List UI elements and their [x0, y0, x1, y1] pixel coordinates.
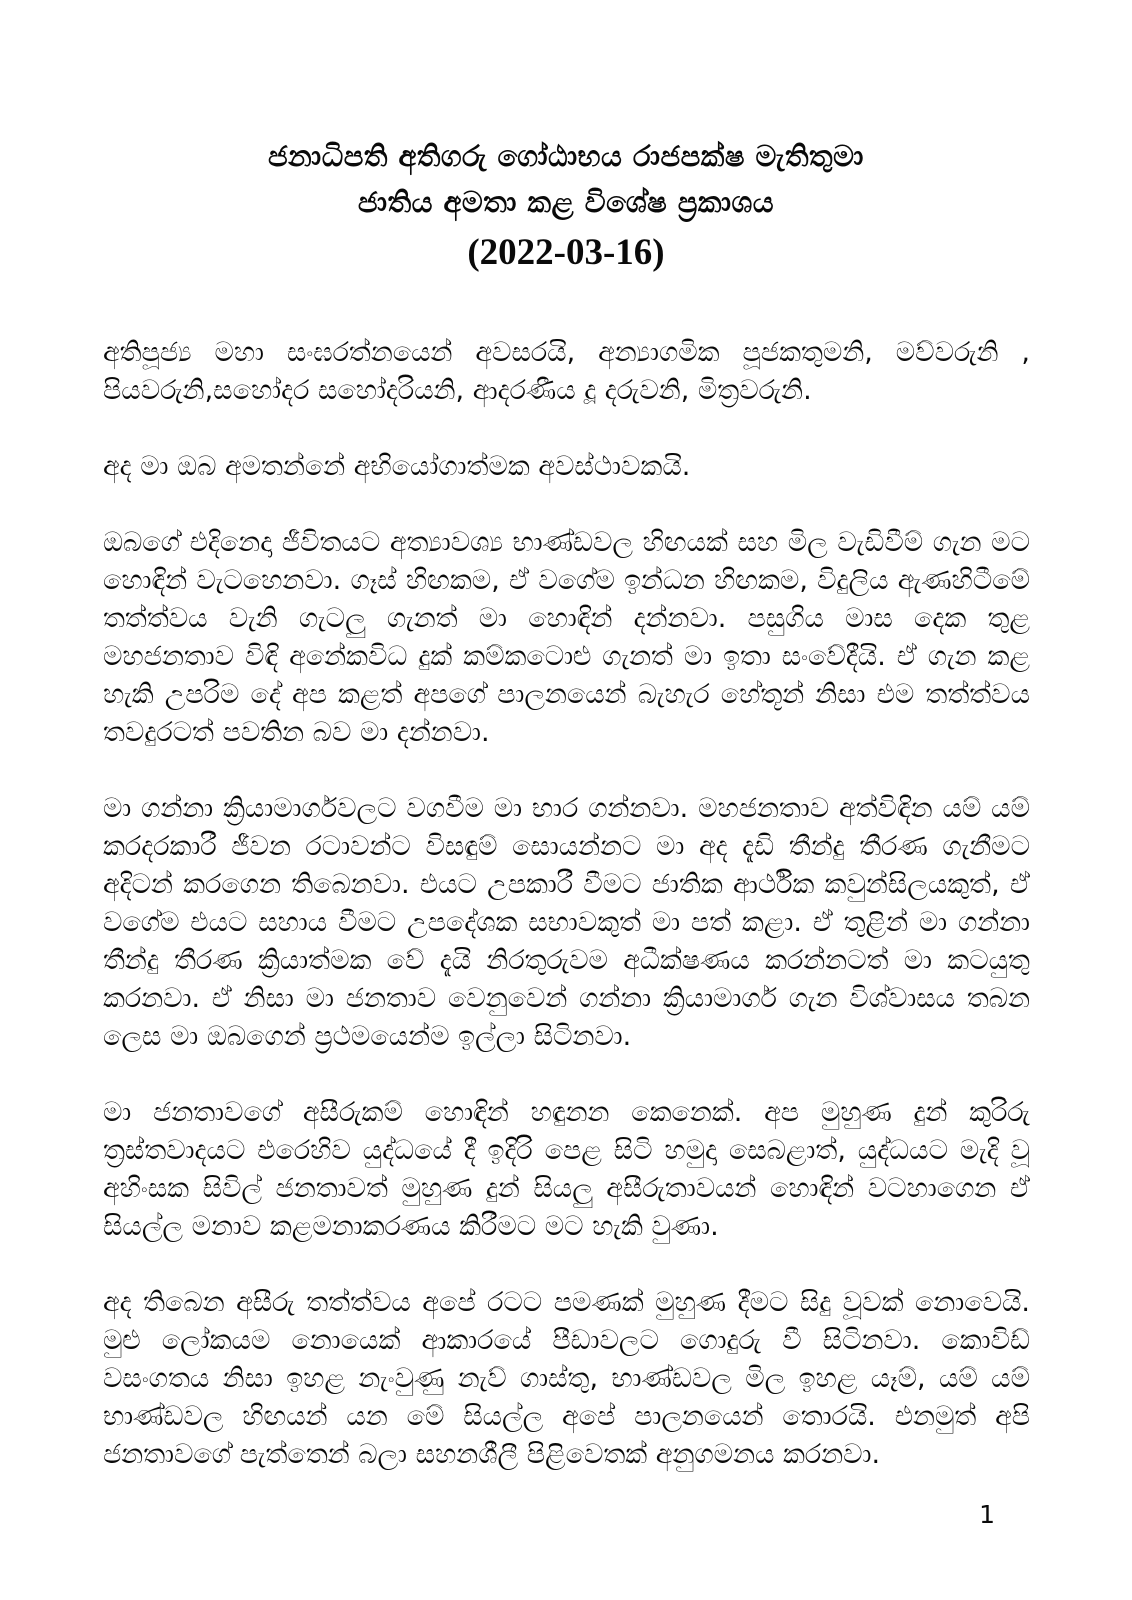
document-body	[103, 334, 1030, 1474]
title-line-1: ජනාධිපති අතිගරු ගෝඨාභය රාජපක්ෂ මැතිතුමා	[268, 139, 864, 173]
document-title	[0, 133, 1132, 225]
document-header	[0, 0, 1132, 279]
paragraph-intro: අද මා ඔබ අමතන්නේ අභියෝගාත්මක අවස්ථාවකයි.	[103, 451, 691, 482]
document-date: (2022-03-16)	[467, 232, 665, 273]
paragraph-global-situation: අද තිබෙන අසීරු තත්ත්වය අපේ රටට පමණක් මුහුණ දීමට සිදු වූවක් නොවෙයි. මුළු ලෝකයම නොයෙක් ආකාරයේ පීඩාවලට ගොදුරු වී සිටිනවා. කොවිඩ් වසංගතය නිසා ඉහළ නැංවුණු නැව් ගාස්තු, භාණ්ඩවල මිල ඉහළ යෑම්, යම් යම් භාණ්ඩවල හිඟයන් යන මේ සියල්ල අපේ පාලනයෙන් තොරයි. එනමුත් අපි ජනතාවගේ පැත්තෙන් බලා සහනශීලී පිළිවෙතක් අනුගමනය කරනවා.	[103, 1287, 1030, 1470]
page-number: 1	[979, 1500, 995, 1529]
paragraph-shortages: ඔබගේ එදිනෙදා ජීවිතයට අත්‍යාවශ්‍ය භාණ්ඩවල හිඟයක් සහ මිල වැඩිවීම් ගැන මට හොඳින් වැටහෙනවා. ගෑස් හිඟකම, ඒ වගේම ඉන්ධන හිඟකම, විදුලිය ඇණහිටීමේ තත්ත්වය වැනි ගැටලු ගැනත් මා හොඳින් දන්නවා. පසුගිය මාස දෙක තුළ මහජනතාව විඳි අනේකවිධ දුක් කම්කටොළු ගැනත් මා ඉතා සංවේදීයි. ඒ ගැන කළ හැකි උපරිම දේ අප කළත් අපගේ පාලනයෙන් බැහැර හේතූන් නිසා එම තත්ත්වය තවදුරටත් පවතින බව මා දන්නවා.	[103, 527, 1031, 748]
paragraph-hardships: මා ජනතාවගේ අසීරුකම් හොඳින් හඳුනන කෙනෙක්. අප මුහුණ දුන් කුරිරු ත්‍රස්තවාදයට එරෙහිව යුද්ධයේ දී ඉදිරි පෙළ සිටි හමුදා සෙබළාත්, යුද්ධයට මැදි වූ අහිංසක සිවිල් ජනතාවත් මුහුණ දුන් සියලු අසීරුතාවයන් හොඳින් වටහාගෙන ඒ සියල්ල මනාව කළමනාකරණය කිරීමට මට හැකි වුණා.	[103, 1097, 1030, 1242]
paragraph-measures: මා ගන්නා ක්‍රියාමාර්ගවලට වගවීම මා භාර ගන්නවා. මහජනතාව අත්විඳින යම් යම් කරදරකාරී ජීවන රටාවන්ට විසඳුම් සොයන්නට මා අද දැඩි තීන්දු තීරණ ගැනීමට අදිටන් කරගෙන තිබෙනවා. එයට උපකාරී වීමට ජාතික ආර්ථික කවුන්සිලයකුත්, ඒ වගේම එයට සහාය වීමට උපදේශක සභාවකුත් මා පත් කළා. ඒ තුළින් මා ගන්නා තීන්දු තීරණ ක්‍රියාත්මක වේ දැයි නිරතුරුවම අධීක්ෂණය කරන්නටත් මා කටයුතු කරනවා. ඒ නිසා මා ජනතාව වෙනුවෙන් ගන්නා ක්‍රියාමාර්ග ගැන විශ්වාසය තබන ලෙස මා ඔබගෙන් ප්‍රථමයෙන්ම ඉල්ලා සිටිනවා.	[103, 793, 1030, 1052]
title-line-2: ජාතිය අමතා කළ විශේෂ ප්‍රකාශය	[357, 185, 775, 219]
paragraph-salutation: අතිපූජ්‍ය මහා සංඝරත්නයෙන් අවසරයි, අන්‍යාගමික පූජකතුමනි, මව්වරුනි , පියවරුනි,සහෝදර සහෝදරියනි, ආදරණීය දූ දරුවනි, මිත්‍රවරුනි.	[103, 337, 1030, 406]
